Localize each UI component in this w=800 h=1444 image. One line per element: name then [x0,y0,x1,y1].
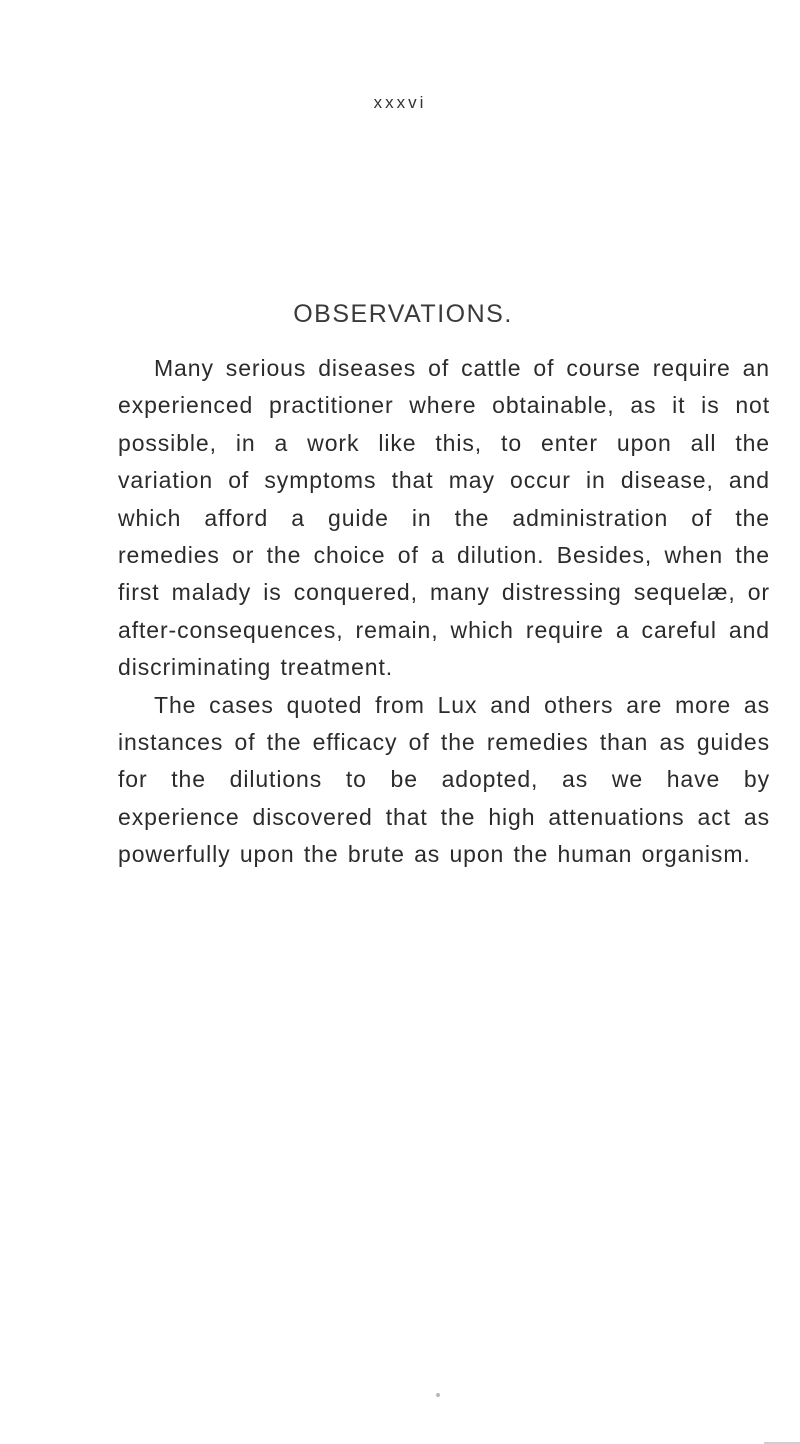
body-text [118,350,770,874]
section-heading: OBSERVATIONS. [293,300,513,328]
paragraph-1: Many serious diseases of cattle of course require an experienced practitioner where obtainable, as it is not possible, in a work like this, to enter upon all the variation of symptoms that may occur in disease, and which afford a guide in the administration of the remedies or the choice of a dilution. Besides, when the first malady is conquered, many distressing sequelæ, or after-consequences, remain, which require a careful and discriminating treatment. [118,355,770,681]
speck-mark [436,1393,440,1397]
page-number: xxxvi [373,93,427,112]
paragraph-2: The cases quoted from Lux and others are more as instances of the efficacy of the remedies than as guides for the dilutions to be adopted, as we have by experience discovered that the high attenuations act as powerfully upon the brute as upon the human organism. [118,691,770,868]
